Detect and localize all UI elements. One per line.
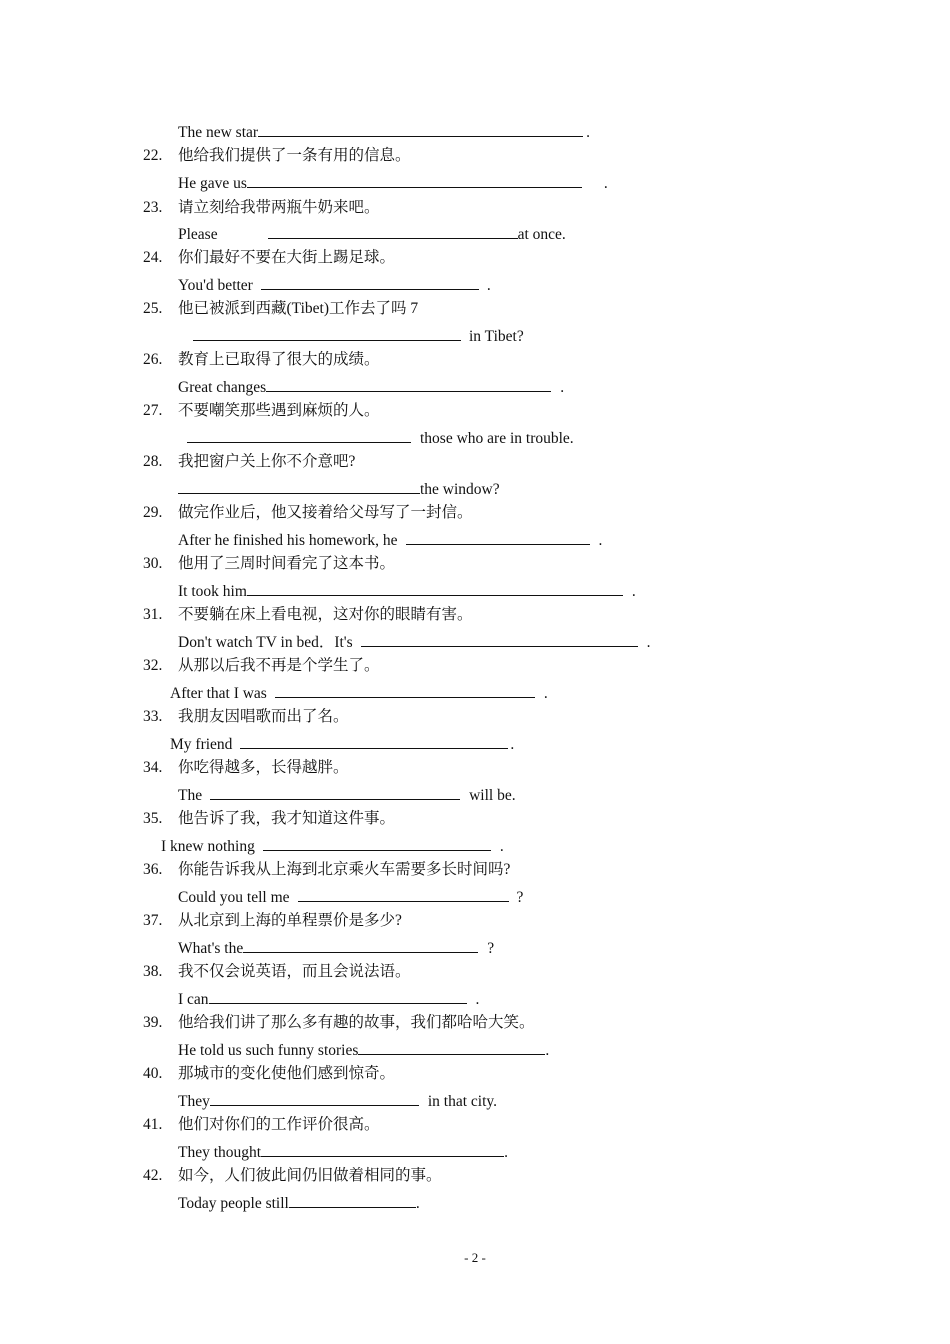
translation-line [178,1192,420,1212]
question-number: 39. [143,1014,163,1031]
english-suffix: . [586,124,590,141]
question-prompt [143,1013,535,1033]
chinese-sentence: 他已被派到西藏(Tibet)工作去了吗 7 [178,300,419,317]
translation-line [178,1090,497,1110]
question-prompt [143,503,473,523]
answer-blank[interactable] [210,1090,419,1106]
question-prompt [143,911,402,931]
answer-blank[interactable] [298,886,509,902]
question-number: 37. [143,912,163,929]
answer-blank[interactable] [289,1192,416,1208]
english-suffix: . [603,175,608,192]
answer-blank[interactable] [266,376,551,392]
english-suffix: . [543,685,548,702]
english-prefix: Please [178,226,218,243]
english-suffix: . [631,583,636,600]
question-prompt [143,605,473,625]
question-prompt [143,350,380,370]
chinese-sentence: 做完作业后，他又接着给父母写了一封信。 [178,504,473,521]
question-prompt [143,962,411,982]
question-prompt [143,1115,380,1135]
answer-blank[interactable] [209,988,467,1004]
translation-line [178,172,608,192]
english-prefix: Don't watch TV in bed．It's [178,634,353,651]
translation-line [178,886,523,906]
chinese-sentence: 你们最好不要在大街上踢足球。 [178,249,396,266]
question-number: 31. [143,606,163,623]
answer-blank[interactable] [258,121,583,137]
translation-line [178,376,564,396]
chinese-sentence: 教育上已取得了很大的成绩。 [178,351,380,368]
translation-line [178,1039,549,1059]
translation-line [170,682,548,702]
english-prefix: He gave us [178,175,247,192]
question-number: 32. [143,657,163,674]
english-suffix: the window? [420,481,500,498]
english-suffix: . [415,1195,420,1212]
chinese-sentence: 他告诉了我，我才知道这件事。 [178,810,396,827]
english-prefix: After he finished his homework, he [178,532,398,549]
answer-blank[interactable] [187,427,411,443]
question-number: 26. [143,351,163,368]
english-prefix: My friend [170,736,233,753]
english-suffix: . [510,736,515,753]
answer-blank[interactable] [210,784,460,800]
chinese-sentence: 如今，人们彼此间仍旧做着相同的事。 [178,1167,442,1184]
english-suffix: . [499,838,504,855]
question-number: 30. [143,555,163,572]
answer-blank[interactable] [240,733,508,749]
page-number: - 2 - [464,1250,486,1265]
question-prompt [143,707,349,727]
question-prompt [143,656,380,676]
english-suffix: at once. [517,226,566,243]
question-number: 40. [143,1065,163,1082]
chinese-sentence: 不要躺在床上看电视，这对你的眼睛有害。 [178,606,473,623]
question-number: 22. [143,147,163,164]
translation-line [178,121,590,141]
question-prompt [143,860,510,880]
translation-line [178,1141,508,1161]
question-prompt [143,1166,442,1186]
question-number: 41. [143,1116,163,1133]
translation-line [161,835,504,855]
chinese-sentence: 从北京到上海的单程票价是多少? [178,912,402,929]
english-suffix: . [598,532,603,549]
chinese-sentence: 从那以后我不再是个学生了。 [178,657,380,674]
answer-blank[interactable] [358,1039,545,1055]
english-prefix: They [178,1093,210,1110]
english-prefix: After that I was [170,685,267,702]
answer-blank[interactable] [268,223,518,239]
question-number: 23. [143,199,163,216]
chinese-sentence: 那城市的变化使他们感到惊奇。 [178,1065,396,1082]
english-suffix: . [504,1144,508,1161]
question-prompt [143,198,380,218]
chinese-sentence: 他用了三周时间看完了这本书。 [178,555,396,572]
english-suffix: . [475,991,480,1008]
english-suffix: ? [487,940,495,957]
question-prompt [143,401,380,421]
question-number: 35. [143,810,163,827]
english-suffix: will be. [469,787,516,804]
english-prefix: The new star [178,124,259,141]
english-prefix: I can [178,991,209,1008]
english-prefix: It took him [178,583,247,600]
question-number: 28. [143,453,163,470]
answer-blank[interactable] [261,274,479,290]
english-prefix: You'd better [178,277,253,294]
translation-line [178,274,491,294]
question-prompt [143,299,418,319]
chinese-sentence: 我朋友因唱歌而出了名。 [178,708,349,725]
question-number: 33. [143,708,163,725]
english-suffix: ? [516,889,524,906]
english-suffix: . [486,277,491,294]
translation-line [178,937,494,957]
chinese-sentence: 我把窗户关上你不介意吧? [178,453,356,470]
chinese-sentence: 他给我们讲了那么多有趣的故事，我们都哈哈大笑。 [178,1014,535,1031]
answer-blank[interactable] [247,172,582,188]
answer-blank[interactable] [247,580,623,596]
english-prefix: Today people still [178,1195,289,1212]
answer-blank[interactable] [261,1141,504,1157]
english-prefix: What's the [178,940,244,957]
question-prompt [143,554,395,574]
english-suffix: in Tibet? [469,328,524,345]
translation-line [178,784,516,804]
answer-blank[interactable] [275,682,535,698]
translation-line [193,325,524,345]
translation-line [178,988,479,1008]
english-suffix: . [560,379,565,396]
translation-line [178,529,602,549]
english-prefix: He told us such funny stories [178,1042,359,1059]
translation-line [178,580,636,600]
question-number: 38. [143,963,163,980]
english-suffix: in that city. [427,1093,498,1110]
chinese-sentence: 不要嘲笑那些遇到麻烦的人。 [178,402,380,419]
english-prefix: Could you tell me [178,889,290,906]
translation-line [178,631,651,651]
question-number: 34. [143,759,163,776]
english-prefix: They thought [178,1144,262,1161]
translation-line [178,223,566,243]
question-prompt [143,452,355,472]
question-prompt [143,809,395,829]
english-suffix: . [646,634,651,651]
chinese-sentence: 我不仅会说英语，而且会说法语。 [178,963,411,980]
question-number: 42. [143,1167,163,1184]
english-suffix: those who are in trouble. [420,430,574,447]
translation-line [170,733,514,753]
answer-blank[interactable] [263,835,491,851]
question-prompt [143,1064,395,1084]
answer-blank[interactable] [178,478,420,494]
chinese-sentence: 你吃得越多，长得越胖。 [178,759,349,776]
answer-blank[interactable] [193,325,461,341]
question-number: 29. [143,504,163,521]
english-suffix: . [545,1042,550,1059]
chinese-sentence: 他给我们提供了一条有用的信息。 [178,147,411,164]
answer-blank[interactable] [406,529,590,545]
translation-line [187,427,574,447]
question-prompt [143,146,411,166]
translation-line [178,478,500,498]
english-prefix: I knew nothing [161,838,255,855]
question-number: 27. [143,402,163,419]
question-number: 25. [143,300,163,317]
english-prefix: Great changes [178,379,267,396]
question-prompt [143,248,395,268]
chinese-sentence: 请立刻给我带两瓶牛奶来吧。 [178,199,380,216]
answer-blank[interactable] [243,937,478,953]
question-number: 36. [143,861,163,878]
question-number: 24. [143,249,163,266]
chinese-sentence: 你能告诉我从上海到北京乘火车需要多长时间吗? [178,861,511,878]
answer-blank[interactable] [361,631,638,647]
english-prefix: The [178,787,203,804]
chinese-sentence: 他们对你们的工作评价很高。 [178,1116,380,1133]
question-prompt [143,758,349,778]
